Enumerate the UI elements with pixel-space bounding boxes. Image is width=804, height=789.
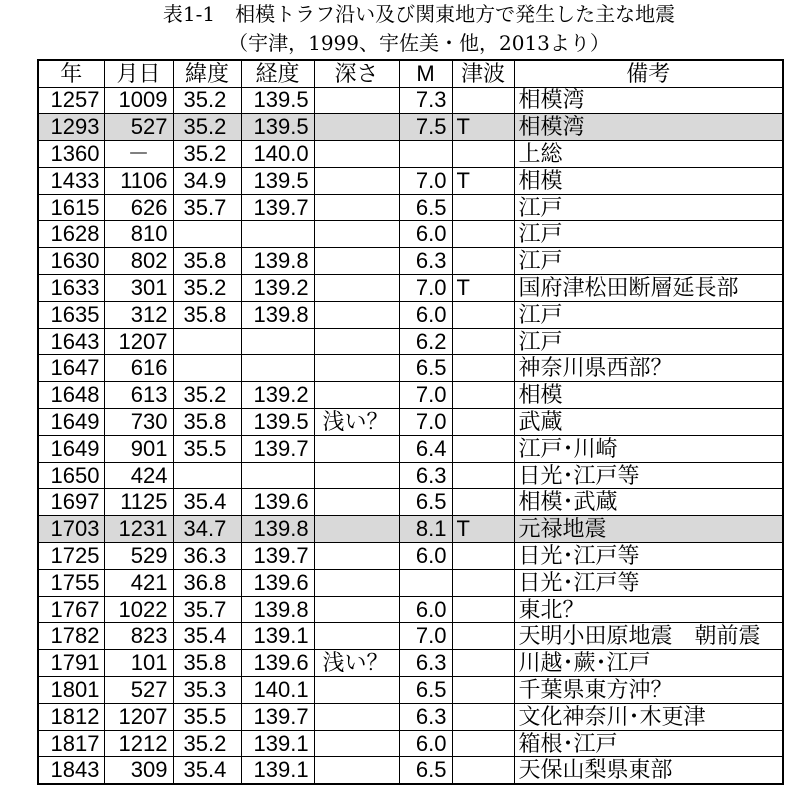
cell-longitude: 139.1 xyxy=(241,730,314,757)
header-magnitude: M xyxy=(399,60,452,87)
cell-latitude: 35.8 xyxy=(173,650,241,677)
table-row xyxy=(38,382,783,409)
cell-depth xyxy=(314,543,399,570)
cell-year: 1360 xyxy=(38,141,104,168)
cell-latitude: 35.7 xyxy=(173,194,241,221)
cell-date: 1231 xyxy=(104,516,173,543)
cell-date: 421 xyxy=(104,569,173,596)
cell-longitude: 139.5 xyxy=(241,87,314,114)
table-row xyxy=(38,328,783,355)
table-row xyxy=(38,87,783,114)
cell-year: 1648 xyxy=(38,382,104,409)
cell-latitude: 35.5 xyxy=(173,435,241,462)
cell-latitude: 35.8 xyxy=(173,248,241,275)
cell-date: 309 xyxy=(104,757,173,784)
cell-date: 1207 xyxy=(104,703,173,730)
table-row xyxy=(38,569,783,596)
cell-date: 613 xyxy=(104,382,173,409)
cell-depth xyxy=(314,355,399,382)
cell-magnitude: 6.5 xyxy=(399,355,452,382)
cell-date: 802 xyxy=(104,248,173,275)
cell-date: 1207 xyxy=(104,328,173,355)
cell-depth xyxy=(314,730,399,757)
cell-latitude: 35.4 xyxy=(173,489,241,516)
cell-year: 1615 xyxy=(38,194,104,221)
cell-depth xyxy=(314,462,399,489)
cell-longitude xyxy=(241,355,314,382)
table-row xyxy=(38,435,783,462)
table-row xyxy=(38,650,783,677)
cell-tsunami xyxy=(452,677,514,704)
cell-latitude: 35.5 xyxy=(173,703,241,730)
cell-longitude: 139.5 xyxy=(241,167,314,194)
table-row xyxy=(38,516,783,543)
cell-remarks: 国府津松田断層延長部 xyxy=(514,275,783,302)
cell-magnitude: 6.0 xyxy=(399,221,452,248)
cell-depth: 浅い？ xyxy=(314,409,399,436)
cell-tsunami xyxy=(452,328,514,355)
cell-longitude: 139.7 xyxy=(241,435,314,462)
cell-remarks: 日光･江戸等 xyxy=(514,569,783,596)
cell-magnitude: 6.0 xyxy=(399,543,452,570)
cell-year: 1650 xyxy=(38,462,104,489)
table-title: 表1-1 相模トラフ沿い及び関東地方で発生した主な地震 xyxy=(162,2,676,26)
cell-remarks: 日光･江戸等 xyxy=(514,543,783,570)
table-row xyxy=(38,757,783,784)
cell-magnitude: 6.2 xyxy=(399,328,452,355)
cell-magnitude xyxy=(399,141,452,168)
table-row xyxy=(38,221,783,248)
cell-latitude: 35.8 xyxy=(173,409,241,436)
cell-longitude: 139.8 xyxy=(241,516,314,543)
cell-longitude: 139.5 xyxy=(241,114,314,141)
table-row xyxy=(38,301,783,328)
cell-magnitude: 7.0 xyxy=(399,382,452,409)
cell-tsunami xyxy=(452,489,514,516)
cell-magnitude: 6.3 xyxy=(399,248,452,275)
cell-depth xyxy=(314,167,399,194)
cell-year: 1703 xyxy=(38,516,104,543)
cell-remarks: 川越･蕨･江戸 xyxy=(514,650,783,677)
header-depth: 深さ xyxy=(314,60,399,87)
cell-year: 1647 xyxy=(38,355,104,382)
cell-latitude: 36.3 xyxy=(173,543,241,570)
cell-date: 301 xyxy=(104,275,173,302)
table-row xyxy=(38,194,783,221)
cell-date: 1106 xyxy=(104,167,173,194)
table-row xyxy=(38,167,783,194)
cell-latitude: 35.2 xyxy=(173,114,241,141)
cell-remarks: 元禄地震 xyxy=(514,516,783,543)
cell-depth xyxy=(314,248,399,275)
cell-depth xyxy=(314,87,399,114)
cell-magnitude: 6.5 xyxy=(399,489,452,516)
cell-latitude: 35.2 xyxy=(173,141,241,168)
table-row xyxy=(38,489,783,516)
cell-date: 312 xyxy=(104,301,173,328)
cell-tsunami xyxy=(452,650,514,677)
cell-latitude: 35.2 xyxy=(173,275,241,302)
cell-magnitude: 6.3 xyxy=(399,462,452,489)
cell-latitude xyxy=(173,462,241,489)
cell-tsunami xyxy=(452,221,514,248)
header-date: 月日 xyxy=(104,60,173,87)
header-latitude: 緯度 xyxy=(173,60,241,87)
cell-tsunami xyxy=(452,409,514,436)
cell-year: 1643 xyxy=(38,328,104,355)
cell-longitude: 139.7 xyxy=(241,543,314,570)
cell-year: 1725 xyxy=(38,543,104,570)
cell-latitude xyxy=(173,355,241,382)
cell-latitude: 35.2 xyxy=(173,87,241,114)
cell-tsunami xyxy=(452,569,514,596)
table-row xyxy=(38,730,783,757)
cell-longitude: 139.1 xyxy=(241,757,314,784)
cell-tsunami xyxy=(452,730,514,757)
cell-remarks: 天明小田原地震 朝前震 xyxy=(514,623,783,650)
cell-year: 1628 xyxy=(38,221,104,248)
cell-depth xyxy=(314,301,399,328)
cell-tsunami xyxy=(452,596,514,623)
cell-magnitude: 7.0 xyxy=(399,167,452,194)
cell-year: 1649 xyxy=(38,435,104,462)
cell-date: 810 xyxy=(104,221,173,248)
cell-latitude: 35.4 xyxy=(173,623,241,650)
cell-tsunami xyxy=(452,703,514,730)
cell-magnitude: 6.5 xyxy=(399,194,452,221)
cell-latitude: 35.7 xyxy=(173,596,241,623)
table-header-row xyxy=(38,60,783,87)
cell-latitude: 35.3 xyxy=(173,677,241,704)
cell-year: 1812 xyxy=(38,703,104,730)
cell-longitude: 139.8 xyxy=(241,248,314,275)
cell-magnitude: 6.3 xyxy=(399,650,452,677)
cell-latitude: 35.8 xyxy=(173,301,241,328)
cell-longitude: 139.2 xyxy=(241,275,314,302)
cell-remarks: 相模 xyxy=(514,382,783,409)
cell-year: 1791 xyxy=(38,650,104,677)
cell-depth xyxy=(314,677,399,704)
table-row xyxy=(38,677,783,704)
cell-magnitude: 6.0 xyxy=(399,596,452,623)
cell-depth xyxy=(314,596,399,623)
cell-magnitude: 8.1 xyxy=(399,516,452,543)
cell-magnitude: 7.5 xyxy=(399,114,452,141)
cell-depth xyxy=(314,221,399,248)
cell-tsunami xyxy=(452,382,514,409)
cell-year: 1257 xyxy=(38,87,104,114)
cell-date: 901 xyxy=(104,435,173,462)
cell-remarks: 江戸 xyxy=(514,328,783,355)
cell-depth xyxy=(314,516,399,543)
cell-magnitude xyxy=(399,569,452,596)
table-row xyxy=(38,596,783,623)
cell-date: 424 xyxy=(104,462,173,489)
cell-longitude: 139.5 xyxy=(241,409,314,436)
cell-longitude xyxy=(241,462,314,489)
cell-remarks: 文化神奈川･木更津 xyxy=(514,703,783,730)
cell-tsunami: T xyxy=(452,516,514,543)
cell-date: 101 xyxy=(104,650,173,677)
cell-depth xyxy=(314,435,399,462)
cell-latitude: 34.9 xyxy=(173,167,241,194)
cell-tsunami: T xyxy=(452,275,514,302)
cell-year: 1801 xyxy=(38,677,104,704)
cell-depth xyxy=(314,757,399,784)
cell-tsunami: T xyxy=(452,167,514,194)
header-longitude: 経度 xyxy=(241,60,314,87)
earthquake-table xyxy=(37,59,784,785)
cell-longitude: 140.1 xyxy=(241,677,314,704)
header-year: 年 xyxy=(38,60,104,87)
cell-magnitude: 6.3 xyxy=(399,703,452,730)
cell-magnitude: 6.5 xyxy=(399,757,452,784)
cell-longitude: 139.8 xyxy=(241,301,314,328)
cell-longitude: 139.6 xyxy=(241,569,314,596)
cell-tsunami: T xyxy=(452,114,514,141)
cell-year: 1817 xyxy=(38,730,104,757)
cell-remarks: 江戸 xyxy=(514,301,783,328)
cell-longitude: 140.0 xyxy=(241,141,314,168)
table-row xyxy=(38,355,783,382)
table-row xyxy=(38,409,783,436)
cell-year: 1649 xyxy=(38,409,104,436)
cell-remarks: 武蔵 xyxy=(514,409,783,436)
cell-remarks: 相模湾 xyxy=(514,114,783,141)
cell-longitude xyxy=(241,328,314,355)
cell-depth xyxy=(314,382,399,409)
cell-depth xyxy=(314,141,399,168)
cell-date: 1212 xyxy=(104,730,173,757)
cell-tsunami xyxy=(452,194,514,221)
cell-depth xyxy=(314,623,399,650)
cell-depth xyxy=(314,194,399,221)
cell-longitude: 139.6 xyxy=(241,650,314,677)
cell-tsunami xyxy=(452,757,514,784)
cell-tsunami xyxy=(452,301,514,328)
cell-remarks: 江戸 xyxy=(514,221,783,248)
table-row xyxy=(38,462,783,489)
table-row xyxy=(38,543,783,570)
cell-year: 1293 xyxy=(38,114,104,141)
cell-remarks: 江戸･川崎 xyxy=(514,435,783,462)
table-row xyxy=(38,248,783,275)
cell-remarks: 日光･江戸等 xyxy=(514,462,783,489)
cell-date: 616 xyxy=(104,355,173,382)
cell-latitude: 35.2 xyxy=(173,730,241,757)
cell-remarks: 東北？ xyxy=(514,596,783,623)
cell-date: 626 xyxy=(104,194,173,221)
cell-tsunami xyxy=(452,623,514,650)
cell-date: 1125 xyxy=(104,489,173,516)
cell-magnitude: 6.4 xyxy=(399,435,452,462)
cell-magnitude: 6.0 xyxy=(399,301,452,328)
cell-depth xyxy=(314,569,399,596)
cell-tsunami xyxy=(452,462,514,489)
cell-date: 529 xyxy=(104,543,173,570)
cell-year: 1767 xyxy=(38,596,104,623)
cell-tsunami xyxy=(452,87,514,114)
cell-remarks: 江戸 xyxy=(514,194,783,221)
cell-remarks: 神奈川県西部？ xyxy=(514,355,783,382)
cell-depth xyxy=(314,114,399,141)
cell-remarks: 相模 xyxy=(514,167,783,194)
cell-remarks: 相模湾 xyxy=(514,87,783,114)
table-row xyxy=(38,623,783,650)
cell-latitude xyxy=(173,221,241,248)
cell-depth: 浅い？ xyxy=(314,650,399,677)
table-row xyxy=(38,114,783,141)
cell-remarks: 相模･武蔵 xyxy=(514,489,783,516)
cell-date: 527 xyxy=(104,677,173,704)
cell-year: 1843 xyxy=(38,757,104,784)
header-tsunami: 津波 xyxy=(452,60,514,87)
cell-magnitude: 7.0 xyxy=(399,409,452,436)
cell-year: 1630 xyxy=(38,248,104,275)
cell-date: 527 xyxy=(104,114,173,141)
cell-longitude xyxy=(241,221,314,248)
table-row xyxy=(38,275,783,302)
table-row xyxy=(38,141,783,168)
table-row xyxy=(38,703,783,730)
cell-magnitude: 7.3 xyxy=(399,87,452,114)
cell-depth xyxy=(314,489,399,516)
cell-date: － xyxy=(104,141,173,168)
cell-year: 1782 xyxy=(38,623,104,650)
cell-tsunami xyxy=(452,435,514,462)
cell-longitude: 139.6 xyxy=(241,489,314,516)
cell-year: 1635 xyxy=(38,301,104,328)
cell-latitude xyxy=(173,328,241,355)
cell-remarks: 箱根･江戸 xyxy=(514,730,783,757)
cell-remarks: 天保山梨県東部 xyxy=(514,757,783,784)
table-source-note: （宇津，1999、宇佐美・他，2013より） xyxy=(228,31,610,55)
cell-depth xyxy=(314,328,399,355)
cell-latitude: 35.4 xyxy=(173,757,241,784)
cell-year: 1755 xyxy=(38,569,104,596)
cell-year: 1433 xyxy=(38,167,104,194)
cell-depth xyxy=(314,275,399,302)
cell-date: 823 xyxy=(104,623,173,650)
cell-magnitude: 7.0 xyxy=(399,275,452,302)
cell-longitude: 139.7 xyxy=(241,194,314,221)
cell-tsunami xyxy=(452,355,514,382)
cell-latitude: 35.2 xyxy=(173,382,241,409)
cell-date: 1009 xyxy=(104,87,173,114)
cell-depth xyxy=(314,703,399,730)
cell-year: 1633 xyxy=(38,275,104,302)
cell-longitude: 139.2 xyxy=(241,382,314,409)
cell-remarks: 千葉県東方沖？ xyxy=(514,677,783,704)
cell-longitude: 139.1 xyxy=(241,623,314,650)
cell-magnitude: 6.0 xyxy=(399,730,452,757)
header-remarks: 備考 xyxy=(514,60,783,87)
cell-date: 1022 xyxy=(104,596,173,623)
cell-magnitude: 6.5 xyxy=(399,677,452,704)
cell-longitude: 139.7 xyxy=(241,703,314,730)
cell-year: 1697 xyxy=(38,489,104,516)
cell-latitude: 36.8 xyxy=(173,569,241,596)
cell-longitude: 139.8 xyxy=(241,596,314,623)
table-body xyxy=(38,87,783,784)
cell-tsunami xyxy=(452,141,514,168)
cell-magnitude: 7.0 xyxy=(399,623,452,650)
cell-remarks: 上総 xyxy=(514,141,783,168)
cell-tsunami xyxy=(452,248,514,275)
cell-remarks: 江戸 xyxy=(514,248,783,275)
cell-latitude: 34.7 xyxy=(173,516,241,543)
cell-tsunami xyxy=(452,543,514,570)
cell-date: 730 xyxy=(104,409,173,436)
